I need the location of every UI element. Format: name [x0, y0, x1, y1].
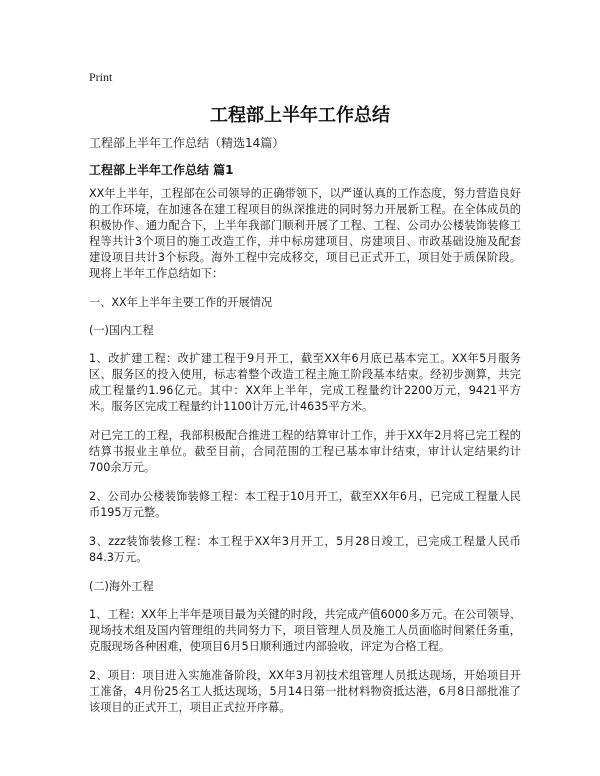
heading-main-work: 一、XX年上半年主要工作的开展情况	[89, 296, 273, 309]
document-subtitle: 工程部上半年工作总结（精选14篇）	[89, 136, 285, 150]
paragraph-settlement: 对已完工的工程，我部积极配合推进工程的结算审计工作，并于XX年2月将已完工程的结算书报业主单位。截至目前，合同范围的工程已基本审计结束，审计认定结果约计700余万元。	[89, 429, 521, 474]
print-label: Print	[89, 70, 113, 84]
paragraph-overseas-1: 1、工程：XX年上半年是项目最为关键的时段，共完成产值6000多万元。在公司领导、现场技术组及国内管理组的共同努力下，项目管理人员及施工人员面临时间紧任务重，克服现场各种困难，使项目6月5日顺利通过内部验收，评定为合格工程。	[89, 608, 521, 653]
paragraph-domestic-2: 2、公司办公楼装饰装修工程：本工程于10月开工，截至XX年6月，已完成工程量人民币195万元整。	[89, 490, 521, 519]
paragraph-domestic-3: 3、zzz装饰装修工程：本工程于XX年3月开工，5月28日竣工，已完成工程量人民币84.3万元。	[89, 535, 521, 564]
page-title: 工程部上半年工作总结	[210, 105, 390, 126]
paragraph-overseas-2: 2、项目：项目进入实施准备阶段，XX年3月初技术组管理人员抵达现场，开始项目开工准备，4月份25名工人抵达现场，5月14日第一批材料物资抵达港，6月8日部批准了该项目的正式开工，项目正式拉开序幕。	[89, 669, 521, 714]
heading-overseas: (二)海外工程	[89, 580, 154, 593]
heading-domestic: (一)国内工程	[89, 324, 154, 337]
document-body	[89, 186, 521, 729]
paragraph-intro: XX年上半年，工程部在公司领导的正确带领下，以严谨认真的工作态度，努力营造良好的工作环境，在加速各在建工程项目的纵深推进的同时努力开展新工程。在全体成员的积极协作、通力配合下，上半年我部门顺利开展了工程、工程、公司办公楼装饰装修工程等共计3个项目的施工改造工作，并中标房建项目、房建项目、市政基础设施及配套建设项目共计3个标段。海外工程中完成移交，项目已正式开工，项目处于质保阶段。现将上半年工作总结如下：	[89, 187, 521, 280]
section-heading: 工程部上半年工作总结 篇1	[89, 163, 234, 177]
paragraph-domestic-1: 1、改扩建工程：改扩建工程于9月开工，截至XX年6月底已基本完工。XX年5月服务区、服务区的投入使用，标志着整个改造工程主施工阶段基本结束。经初步测算，共完成工程量约1.96亿元。其中：XX年上半年，完成工程量约计2200万元，9421平方米。服务区完成工程量约计1100计万元,计4635平方米。	[89, 352, 521, 413]
